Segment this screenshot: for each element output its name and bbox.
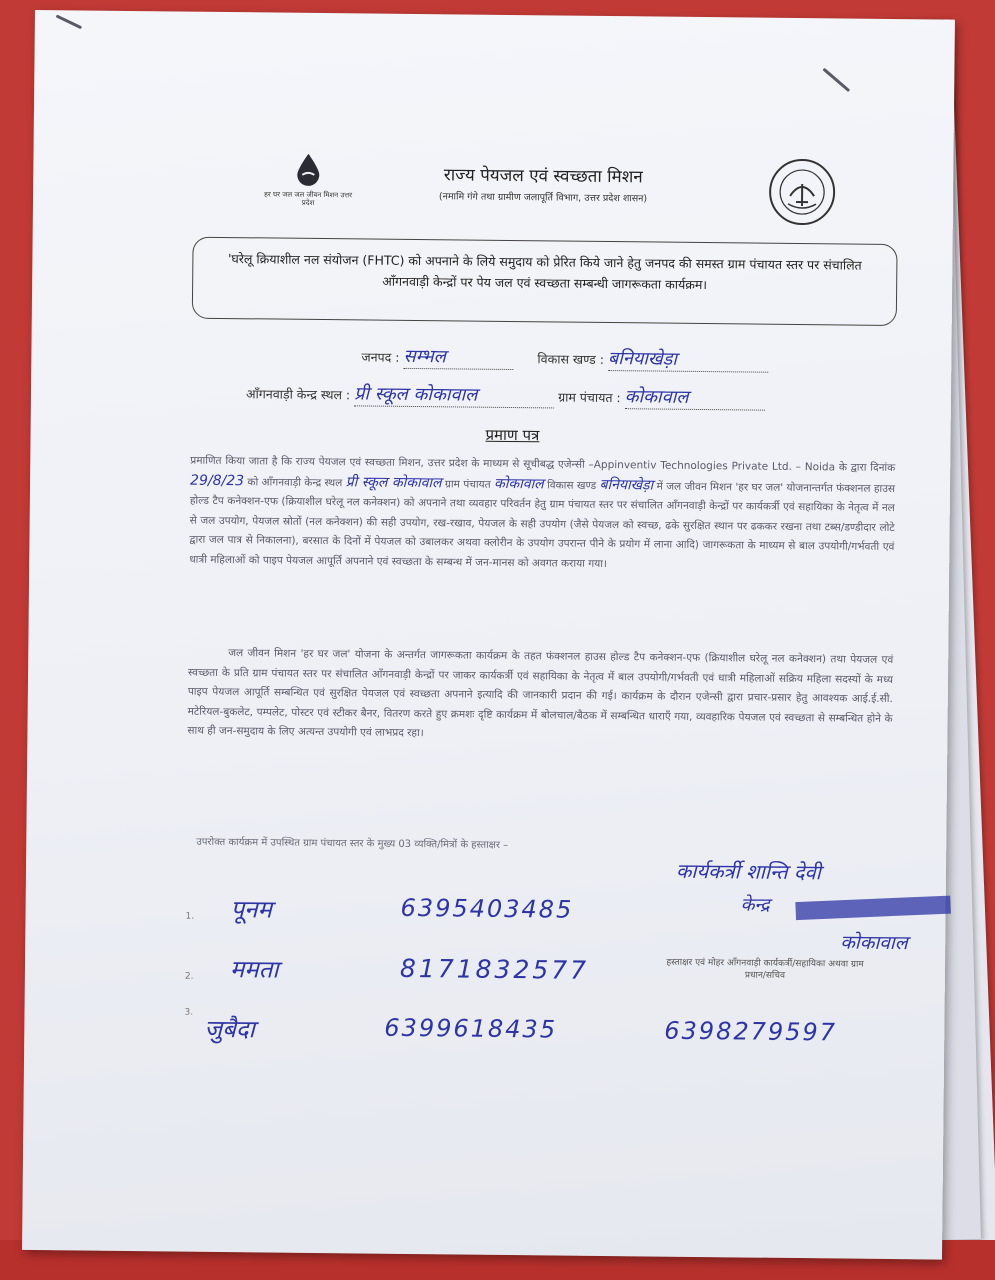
water-drop-icon bbox=[294, 153, 322, 187]
mission-title: राज्य पेयजल एवं स्वच्छता मिशन bbox=[443, 165, 643, 188]
certificate-paragraph-2: जल जीवन मिशन 'हर घर जल' योजना के अन्तर्गत जागरूकता कार्यक्रम के तहत फंक्शनल हाउस होल्ड टैप कनेक्शन-एफ (क्रियाशील घरेलू नल कनेक्शन) तथा पेयजल एवं स्वच्छता के प्रति ग्राम पंचायत स्तर पर संचालित आँगनवाड़ी केन्द्रों पर जाकर कार्यकर्त्री एवं सहायिका के नेतृत्व में बाल उपयोगी/गर्भवती एवं धात्री महिलाओं सक्रिय महिला सदस्यों के मध्य पाइप पेयजल आपूर्ति सम्बन्धित एवं सुरक्षित पेयजल एवं स्वच्छता अपनाने इत्यादि की जानकारी प्रदान की गई। कार्यक्रम के दौरान एजेन्सी द्वारा प्रचार-प्रसार हेतु आवश्यक आई.ई.सी. मटेरियल-बुकलेट, पम्पलेट, पोस्टर एवं स्टीकर बैनर, वितरण करते हुए क्रमशः दृष्टि कार्यक्रम में बोलचाल/बैठक में सम्बन्धित धाराएँ गया, व्यवहारिक पेयजल एवं स्वच्छता से सम्बन्धित होने के साथ ही जन-समुदाय के लिए अत्यन्त उपयोगी एवं लाभप्रद रहा। bbox=[187, 647, 894, 740]
worker-stamp-place: कोकावाल bbox=[840, 931, 908, 955]
panchayat-name: कोकावाल bbox=[493, 475, 544, 492]
para1-text: प्रमाणित किया जाता है कि राज्य पेयजल एवं स्वच्छता मिशन, उत्तर प्रदेश के माध्यम से सूचीबद्ध एजेन्सी –Appinventiv Technologies Private Ltd. – Noida के द्वारा दिनांक bbox=[190, 454, 896, 475]
signatory-name: जुबैदा bbox=[204, 1014, 255, 1044]
signatories-note: उपरोक्त कार्यक्रम में उपस्थित ग्राम पंचायत स्तर के मुख्य 03 व्यक्ति/मित्रों के हस्ताक्षर – bbox=[196, 836, 509, 852]
jal-jeevan-logo bbox=[263, 152, 354, 228]
signature-caption: हस्ताक्षर एवं मोहर आँगनवाड़ी कार्यकर्त्री/सहायिका अथवा ग्राम प्रधान/सचिव bbox=[666, 957, 864, 981]
signatory-phone: 6395403485 bbox=[400, 893, 574, 924]
up-state-emblem-icon bbox=[768, 158, 837, 227]
worker-signature-block bbox=[655, 847, 957, 1000]
anganwadi-field bbox=[246, 380, 765, 410]
gram-panchayat-value: कोकावाल bbox=[625, 384, 765, 410]
entry-number: 1. bbox=[185, 911, 195, 922]
title-block bbox=[363, 161, 723, 205]
staple-mark bbox=[822, 68, 850, 92]
block-value: बनियाखेड़ा bbox=[608, 346, 768, 373]
block-name: बनियाखेड़ा bbox=[599, 476, 654, 493]
district-value: सम्भल bbox=[403, 344, 513, 370]
district-label: जनपद : bbox=[361, 349, 400, 365]
program-date: 29/8/23 bbox=[190, 472, 245, 489]
signatory-name: पूनम bbox=[230, 895, 273, 924]
centre-name: प्री स्कूल कोकावाल bbox=[345, 473, 442, 491]
para1-text: को आँगनवाड़ी केन्द्र स्थल bbox=[247, 475, 343, 489]
logo-caption: हर घर जल जल जीवन मिशन उत्तर प्रदेश bbox=[264, 190, 353, 207]
para1-text: ग्राम पंचायत bbox=[444, 477, 491, 491]
district-field bbox=[361, 343, 768, 372]
certificate-paragraph-1 bbox=[189, 452, 895, 577]
para1-text: में जल जीवन मिशन 'हर घर जल' योजनान्तर्गत फंक्शनल हाउस होल्ड टैप कनेक्शन-एफ (क्रियाशील घरेलू नल कनेक्शन) को अपनाने तथा व्यवहार परिवर्तन हेतु ग्राम पंचायत स्तर पर संचालित आँगनवाड़ी केन्द्रों पर कार्यकर्त्री एवं सहायिका के नेतृत्व में नल से जल उपयोग, पेयजल स्रोतों (नल कनेक्शन) की सही उपयोग, रख-रखाव, पेयजल के सही उपयोग (जैसे पेयजल को स्वच्छ, ढके सुरक्षित स्थान पर ढककर रखना तथा टब्स/डण्डीदार लोटे द्वारा जल पात्र से निकालना), बरसात के दिनों में पेयजल को उबालकर अथवा क्लोरीन के उपयोग उपरान्त पीने के प्रयोग में लाना आदि) जागरूकता के माध्यम से बाल उपयोगी/गर्भवती एवं धात्री महिलाओं को पाइप पेयजल आपूर्ति अपनाने एवं स्वच्छता के सम्बन्ध में जन-मानस को अवगत कराया गया। bbox=[189, 480, 896, 570]
gram-panchayat-label: ग्राम पंचायत : bbox=[558, 389, 621, 406]
block-label: विकास खण्ड : bbox=[537, 351, 605, 367]
program-title-box: 'घरेलू क्रियाशील नल संयोजन (FHTC) को अपनाने के लिये समुदाय को प्रेरित किये जाने हेतु जनपद की समस्त ग्राम पंचायत स्तर पर संचालित आँगनवाड़ी केन्द्रों पर पेय जल एवं स्वच्छता सम्बन्धी जागरूकता कार्यक्रम। bbox=[192, 237, 898, 326]
signatory-name: ममता bbox=[229, 955, 279, 984]
entry-number: 2. bbox=[184, 971, 194, 982]
document-header bbox=[263, 152, 824, 238]
certificate-page bbox=[22, 10, 955, 1260]
certificate-title: प्रमाण पत्र bbox=[485, 425, 540, 445]
worker-stamp-line: केन्द्र bbox=[740, 894, 770, 916]
entry-number: 3. bbox=[184, 1007, 194, 1018]
scribble-mark bbox=[795, 896, 951, 920]
para1-text: विकास खण्ड bbox=[547, 478, 597, 492]
anganwadi-value: प्री स्कूल कोकावाल bbox=[354, 381, 554, 408]
signatory-phone: 6399618435 bbox=[384, 1013, 558, 1044]
anganwadi-label: आँगनवाड़ी केन्द्र स्थल : bbox=[245, 386, 351, 403]
staple-mark bbox=[56, 14, 83, 29]
signatory-phone-2: 6398279597 bbox=[664, 1016, 838, 1047]
signatory-phone: 8171832577 bbox=[399, 953, 590, 985]
mission-subtitle: (नमामि गंगे तथा ग्रामीण जलापूर्ति विभाग, उत्तर प्रदेश शासन) bbox=[438, 191, 648, 205]
worker-signature: कार्यकर्त्री शान्ति देवी bbox=[675, 858, 822, 885]
